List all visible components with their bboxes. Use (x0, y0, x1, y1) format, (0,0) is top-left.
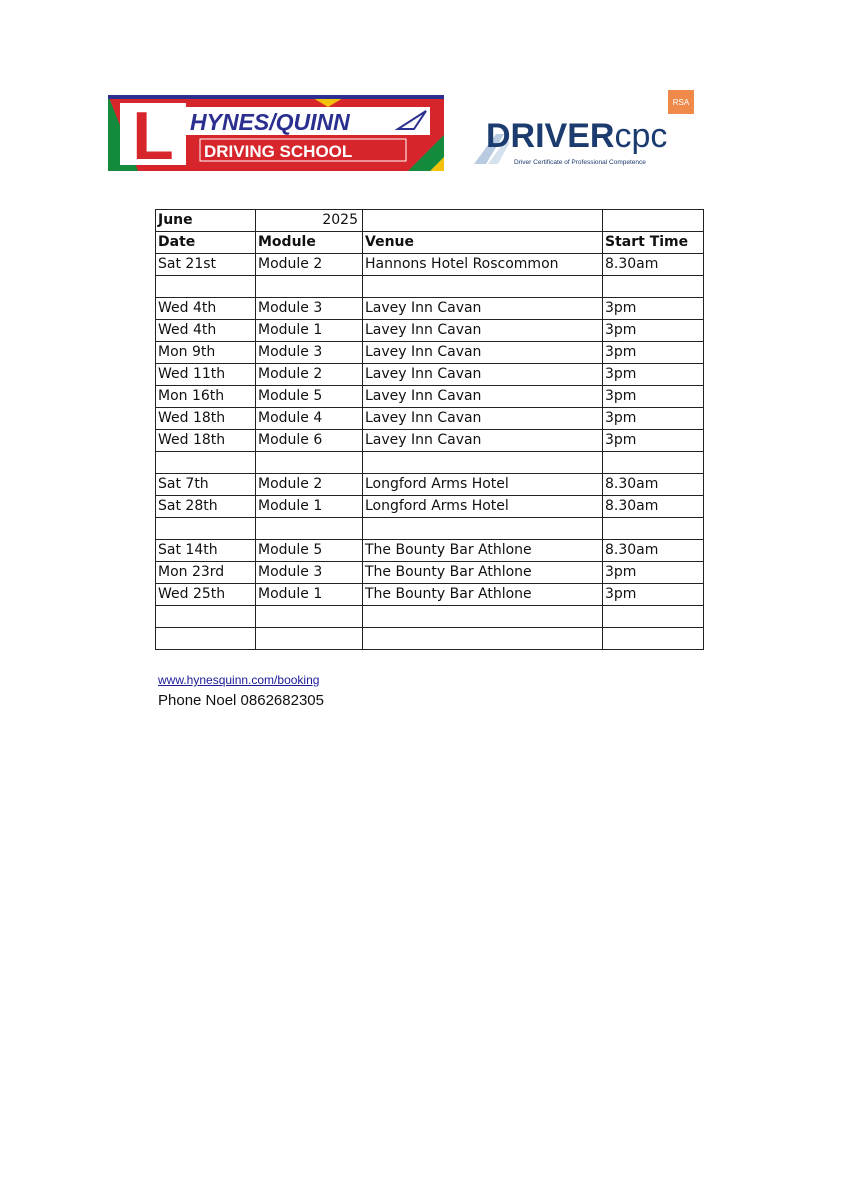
table-row (156, 320, 704, 342)
cell-module: Module 4 (256, 408, 363, 430)
cell-module (256, 628, 363, 650)
cell-venue: Longford Arms Hotel (363, 496, 603, 518)
cell-module (256, 276, 363, 298)
cell-date: Sat 21st (156, 254, 256, 276)
driver-cpc-logo (474, 90, 696, 170)
cell-start-time (603, 628, 704, 650)
cell-date: Wed 11th (156, 364, 256, 386)
cell-module: Module 2 (256, 254, 363, 276)
schedule-table (155, 209, 704, 650)
cell-start-time: 3pm (603, 386, 704, 408)
cell-start-time (603, 518, 704, 540)
cell-venue: Lavey Inn Cavan (363, 320, 603, 342)
table-row (156, 562, 704, 584)
cell-venue: The Bounty Bar Athlone (363, 562, 603, 584)
table-row (156, 254, 704, 276)
logo-subtitle-text: DRIVING SCHOOL (204, 142, 353, 161)
cell-start-time: 8.30am (603, 474, 704, 496)
cell-module (256, 518, 363, 540)
table-row (156, 408, 704, 430)
cell-date: Wed 4th (156, 298, 256, 320)
cell-date: Mon 23rd (156, 562, 256, 584)
booking-link[interactable]: www.hynesquinn.com/booking (158, 673, 320, 687)
cell-date: Wed 18th (156, 430, 256, 452)
cell-module: Module 3 (256, 298, 363, 320)
cell-module: Module 2 (256, 474, 363, 496)
cell-start-time: 8.30am (603, 254, 704, 276)
cell-date (156, 606, 256, 628)
header-date: Date (156, 232, 256, 254)
cell-venue: Longford Arms Hotel (363, 474, 603, 496)
table-row (156, 584, 704, 606)
table-row (156, 452, 704, 474)
table-row (156, 540, 704, 562)
cell-venue (363, 518, 603, 540)
cell-venue: Lavey Inn Cavan (363, 298, 603, 320)
cell-start-time: 3pm (603, 584, 704, 606)
hynes-quinn-logo (108, 95, 444, 171)
cell-start-time (603, 606, 704, 628)
cell-start-time: 8.30am (603, 496, 704, 518)
table-row (156, 518, 704, 540)
table-row (156, 628, 704, 650)
table-row (156, 364, 704, 386)
table-row (156, 386, 704, 408)
logo-name-text: HYNES/QUINN (190, 109, 350, 135)
table-row (156, 474, 704, 496)
brand-driver-text: DRIVER (486, 117, 615, 155)
cell-module: Module 5 (256, 386, 363, 408)
brand-cpc-text: cpc (614, 117, 668, 155)
cell-venue: Lavey Inn Cavan (363, 430, 603, 452)
cell-date: Wed 4th (156, 320, 256, 342)
empty-cell (603, 210, 704, 232)
cell-date (156, 518, 256, 540)
cell-date: Sat 28th (156, 496, 256, 518)
empty-cell (363, 210, 603, 232)
cell-date: Mon 16th (156, 386, 256, 408)
cell-venue: Lavey Inn Cavan (363, 386, 603, 408)
cell-venue (363, 628, 603, 650)
cell-module (256, 452, 363, 474)
cell-venue: The Bounty Bar Athlone (363, 540, 603, 562)
header-module: Module (256, 232, 363, 254)
cell-start-time: 3pm (603, 298, 704, 320)
month-cell: June (156, 210, 256, 232)
cell-date: Sat 7th (156, 474, 256, 496)
cell-module: Module 1 (256, 584, 363, 606)
cell-date (156, 276, 256, 298)
cell-venue: Hannons Hotel Roscommon (363, 254, 603, 276)
cell-venue (363, 452, 603, 474)
brand-tagline-text: Driver Certificate of Professional Competence (514, 159, 646, 166)
cell-module: Module 1 (256, 320, 363, 342)
cell-start-time: 8.30am (603, 540, 704, 562)
cell-venue: Lavey Inn Cavan (363, 342, 603, 364)
cell-module: Module 3 (256, 342, 363, 364)
year-cell: 2025 (256, 210, 363, 232)
cell-date: Wed 18th (156, 408, 256, 430)
header-row (156, 232, 704, 254)
cell-venue: Lavey Inn Cavan (363, 364, 603, 386)
cell-module: Module 3 (256, 562, 363, 584)
l-plate-letter: L (132, 98, 174, 171)
phone-contact: Phone Noel 0862682305 (158, 692, 324, 709)
rsa-badge-text: RSA (672, 98, 690, 107)
header-venue: Venue (363, 232, 603, 254)
cell-module (256, 606, 363, 628)
cell-start-time: 3pm (603, 430, 704, 452)
cell-date (156, 452, 256, 474)
table-row (156, 606, 704, 628)
cell-start-time: 3pm (603, 562, 704, 584)
svg-text:DRIVERcpc (486, 117, 667, 155)
cell-venue: Lavey Inn Cavan (363, 408, 603, 430)
table-row (156, 430, 704, 452)
cell-start-time: 3pm (603, 408, 704, 430)
header-start-time: Start Time (603, 232, 704, 254)
cell-module: Module 6 (256, 430, 363, 452)
table-row (156, 276, 704, 298)
cell-start-time: 3pm (603, 320, 704, 342)
cell-module: Module 5 (256, 540, 363, 562)
cell-start-time: 3pm (603, 364, 704, 386)
table-row (156, 496, 704, 518)
table-row (156, 342, 704, 364)
cell-date: Wed 25th (156, 584, 256, 606)
cell-module: Module 1 (256, 496, 363, 518)
cell-date: Sat 14th (156, 540, 256, 562)
cell-start-time: 3pm (603, 342, 704, 364)
cell-date: Mon 9th (156, 342, 256, 364)
table-row (156, 298, 704, 320)
cell-start-time (603, 276, 704, 298)
month-row (156, 210, 704, 232)
cell-start-time (603, 452, 704, 474)
cell-venue (363, 276, 603, 298)
cell-venue (363, 606, 603, 628)
cell-venue: The Bounty Bar Athlone (363, 584, 603, 606)
cell-module: Module 2 (256, 364, 363, 386)
cell-date (156, 628, 256, 650)
